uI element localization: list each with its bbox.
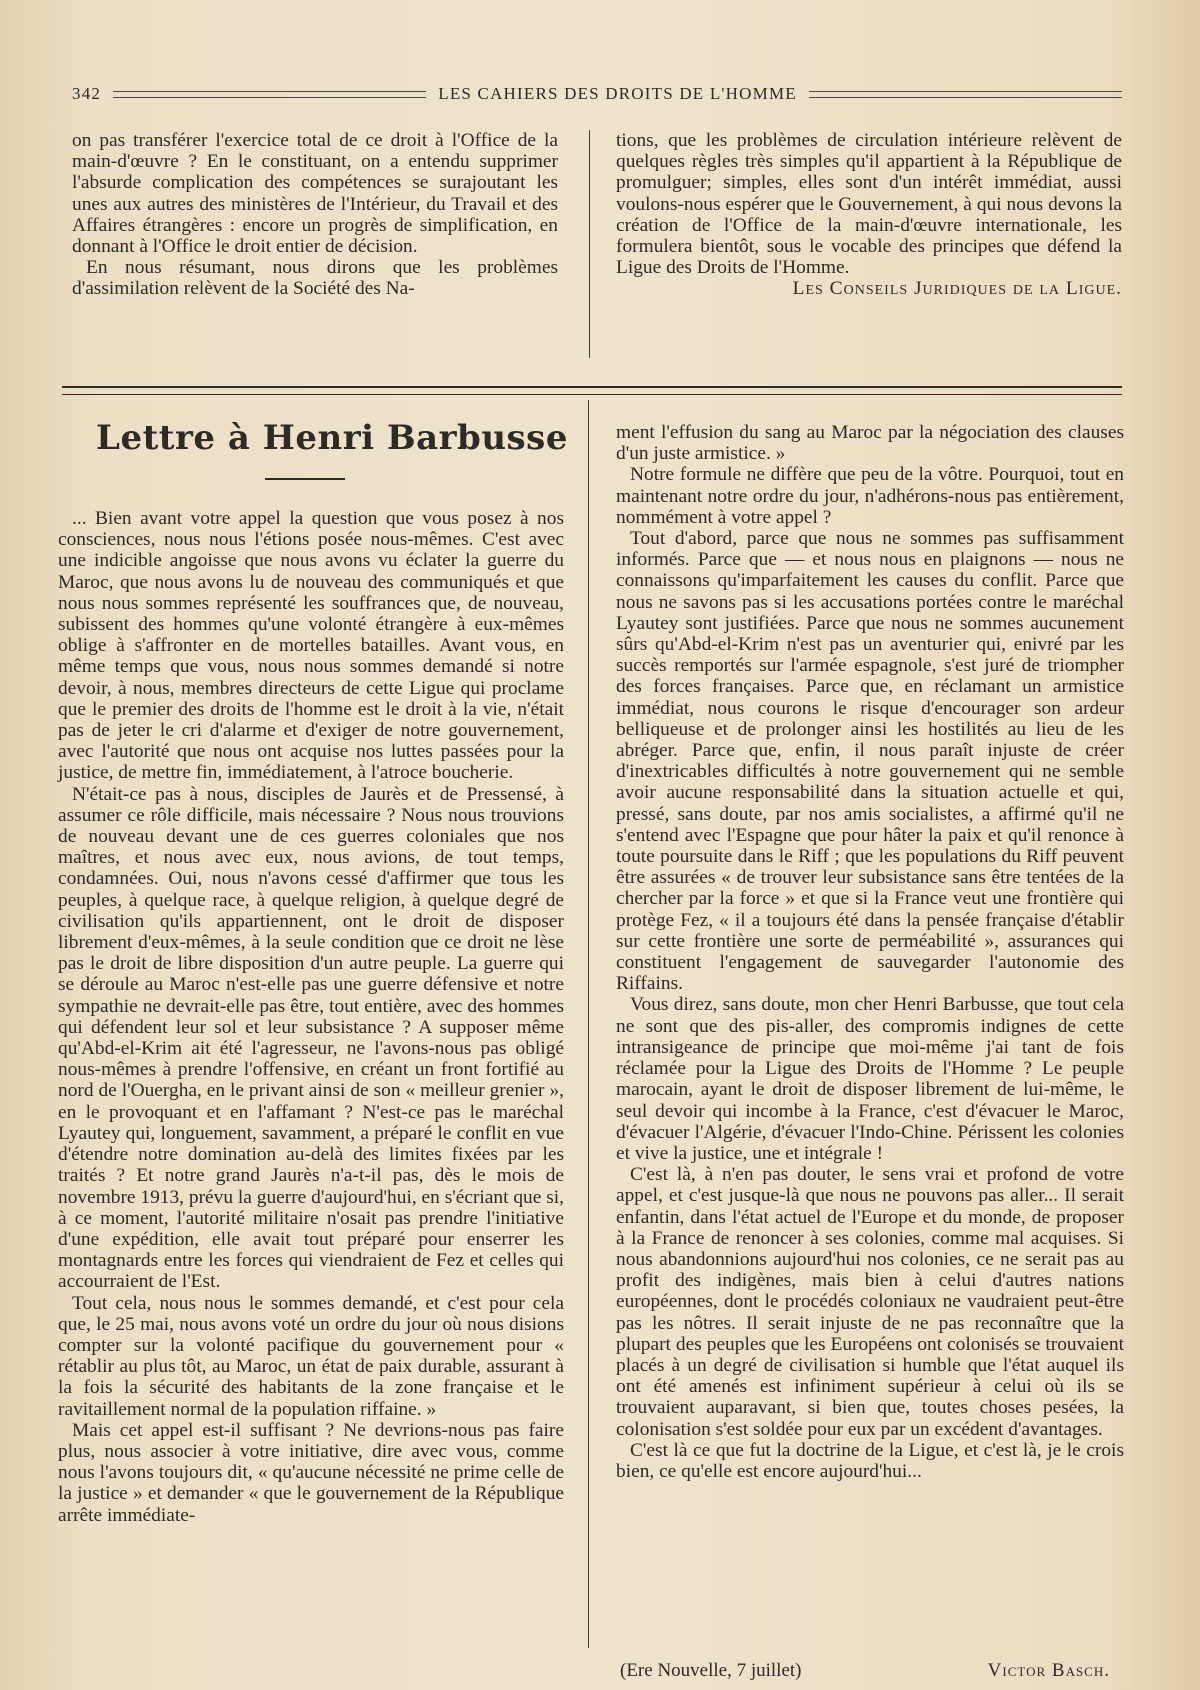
article-right-column bbox=[616, 422, 1124, 1482]
article-footer bbox=[620, 1660, 1120, 1682]
top-left-paragraph: on pas transférer l'exercice total de ce droit à l'Office de la main-d'œuvre ? En le constituant, on a entendu supprimer l'absurde complication des compétences se surajoutant les unes aux autres des ministères de l'Intérieur, du Travail et des Affaires étrangères : encore un progrès de simplification, en donnant à l'Office le droit entier de décision. bbox=[72, 130, 558, 258]
running-title: LES CAHIERS DES DROITS DE L'HOMME bbox=[438, 84, 797, 103]
top-left-paragraph: En nous résumant, nous dirons que les problèmes d'assimilation relèvent de la Société des Na- bbox=[72, 257, 558, 300]
article-paragraph: C'est là ce que fut la doctrine de la Ligue, et c'est là, je le crois bien, ce qu'elle est encore aujourd'hui... bbox=[616, 1439, 1124, 1482]
article-paragraph: Tout cela, nous nous le sommes demandé, et c'est pour cela que, le 25 mai, nous avons voté un ordre du jour où nous disions compter sur la volonté pacifique du gouvernement pour « rétablir au plus tôt, au Maroc, un état de paix durable, assurant à la fois la sécurité des habitants de la zone française et le ravitaillement normal de la population riffaine. » bbox=[58, 1292, 564, 1420]
title-underline bbox=[265, 478, 345, 480]
article-paragraph: Tout d'abord, parce que nous ne sommes pas suffisamment informés. Parce que — et nous nous en plaignons — nous ne connaissons qu'imparfaitement les causes du conflit. Parce que nous ne savons pas si les accusations portées contre le maréchal Lyautey sont justifiées. Parce que nous ne sommes aucunement sûrs qu'Abd-el-Krim n'est pas un aventurier qui, enivré par les succès remportés sur l'armée espagnole, s'est juré de triompher des forces françaises. Parce que, en réclamant un armistice immédiat, nous courons le risque d'encourager son ardeur belliqueuse et de prolonger ainsi les hostilités au lieu de les abréger. Parce que, enfin, il nous paraît injuste de créer d'inextricables difficultés à notre gouvernement qui ne semble avoir aucune responsabilité dans la situation actuelle et qui, pressé, sans doute, par nos amis socialistes, a affirmé qu'il ne s'entend avec l'Espagne que pour hâter la paix et qu'il renonce à toute poursuite dans le Riff ; que les populations du Riff peuvent être assurées « de trouver leur subsistance sans être tentées de la chercher par la force » et que si la France veut une frontière qui protège Fez, « il a toujours été dans la pensée française d'établir sur cette frontière une sorte de perméabilité », assurances qui constituent l'engagement de sauvegarder l'autonomie des Riffains. bbox=[616, 528, 1124, 995]
header-rule-right bbox=[809, 91, 1122, 98]
top-right-column bbox=[616, 130, 1122, 300]
top-left-column bbox=[72, 130, 558, 300]
header-rule-left bbox=[113, 91, 426, 98]
article-paragraph: Mais cet appel est-il suffisant ? Ne devrions-nous pas faire plus, nous associer à votre initiative, dire avec vous, comme nous l'avons toujours dit, « qu'aucune nécessité ne prime celle de la justice » et demander « que le gouvernement de la République arrête immédiate- bbox=[58, 1419, 564, 1526]
top-right-paragraph: tions, que les problèmes de circulation intérieure relèvent de quelques règles très simples qu'il appartient à la République de promulguer; simples, elles sont d'un intérêt immédiat, aussi voulons-nous espérer que le Gouvernement, à qui nous devons la création de l'Office de la main-d'œuvre internationale, les formulera bientôt, sous le vocable des principes que défend la Ligue des Droits de l'Homme. bbox=[616, 130, 1122, 279]
running-header bbox=[72, 82, 1122, 106]
top-column-divider bbox=[589, 130, 590, 358]
article-paragraph: ment l'effusion du sang au Maroc par la négociation des clauses d'un juste armistice. » bbox=[616, 422, 1124, 465]
article-paragraph: Notre formule ne diffère que peu de la vôtre. Pourquoi, tout en maintenant notre ordre du jour, n'adhérons-nous pas entièrement, nommément à votre appel ? bbox=[616, 464, 1124, 528]
section-divider bbox=[62, 386, 1122, 395]
article-column-divider bbox=[588, 400, 589, 1648]
article-paragraph: Vous direz, sans doute, mon cher Henri Barbusse, que tout cela ne sont que des pis-aller, des compromis indignes de cette intransigeance de principe que moi-même j'ai tant de fois réclamée pour la Ligue des Droits de l'Homme ? Le peuple marocain, ayant le droit de disposer librement de lui-même, le seul devoir qui incombe à la France, c'est d'évacuer le Maroc, d'évacuer l'Algérie, d'évacuer l'Indo-Chine. Périssent les colonies et vive la justice, une et intégrale ! bbox=[616, 994, 1124, 1164]
top-right-signature: Les Conseils Juridiques de la Ligue. bbox=[792, 278, 1122, 300]
article-author: Victor Basch. bbox=[987, 1660, 1110, 1681]
article-title: Lettre à Henri Barbusse bbox=[96, 418, 568, 458]
page-number: 342 bbox=[72, 84, 102, 103]
article-paragraph: ... Bien avant votre appel la question que vous posez à nos consciences, nous nous l'étions posée nous-mêmes. C'est avec une indicible angoisse que nous avons vu éclater la guerre du Maroc, que nous avons lu de nouveau des communiqués et que nous nous sommes représenté les souffrances que, de nouveau, subissent des hommes qu'une volonté étrangère à eux-mêmes oblige à s'affronter en de mortelles batailles. Avant vous, en même temps que vous, nous nous sommes demandé si notre devoir, à nous, membres directeurs de cette Ligue qui proclame que le premier des droits de l'homme est le droit à la vie, n'était pas de jeter le cri d'alarme et d'exiger de notre gouvernement, avec l'autorité que nous ont acquise nos luttes passées pour la justice, de mettre fin, immédiatement, à l'atroce boucherie. bbox=[58, 508, 564, 784]
article-paragraph: C'est là, à n'en pas douter, le sens vrai et profond de votre appel, et c'est jusque-là que nous ne pouvons pas aller... Il serait enfantin, dans l'état actuel de l'Europe et du monde, de proposer à la France de renoncer à ses colonies, comme mal acquises. Si nous abandonnions aujourd'hui nos colonies, ce ne serait pas au profit des indigènes, mais bien à celui d'autres nations européennes, dont le procédés coloniaux ne vaudraient peut-être pas les nôtres. Il serait injuste de ne pas reconnaître que la plupart des peuples que les Européens ont colonisés se trouvaient placés à un degré de civilisation si humble que l'état auquel ils ont été amenés est infiniment supérieur à celui où ils se trouvaient auparavant, si bien que, toutes choses pesées, la colonisation s'est soldée pour eux par un excédent d'avantages. bbox=[616, 1164, 1124, 1440]
article-left-column bbox=[58, 508, 564, 1526]
article-paragraph: N'était-ce pas à nous, disciples de Jaurès et de Pressensé, à assumer ce rôle difficile, mais nécessaire ? Nous nous trouvions de nouveau devant une de ces guerres coloniales que nos maîtres, et nous avec eux, nous avions, de tout temps, condamnées. Oui, nous n'avons cessé d'affirmer que tous les peuples, à quelque race, à quelque religion, à quelque degré de civilisation qu'ils appartiennent, ont le droit de disposer librement d'eux-mêmes, à la seule condition que ce droit ne lèse pas le droit de libre disposition d'un autre peuple. La guerre qui se déroule au Maroc n'est-elle pas une guerre défensive et notre sympathie ne devrait-elle pas être, tout entière, avec des hommes qui défendent leur sol et leur subsistance ? A supposer même qu'Abd-el-Krim ait été l'agresseur, ne l'avons-nous pas obligé nous-mêmes à prendre l'offensive, en créant un front fortifié au nord de l'Ouergha, en le privant ainsi de son « meilleur grenier », en le provoquant et en l'affamant ? N'est-ce pas le maréchal Lyautey qui, longuement, savamment, a préparé le conflit en vue d'étendre notre domination au-delà des limites fixées par les traités ? Et notre grand Jaurès n'a-t-il pas, dès le mois de novembre 1913, prévu la guerre d'aujourd'hui, en s'écriant que si, à ce moment, l'autorité militaire n'osait pas prendre l'initiative d'une expédition, elle avait tout préparé pour enserrer les montagnards entre les forces qui viendraient de Fez et celles qui accourraient de l'Est. bbox=[58, 783, 564, 1293]
article-source: (Ere Nouvelle, 7 juillet) bbox=[620, 1660, 802, 1681]
